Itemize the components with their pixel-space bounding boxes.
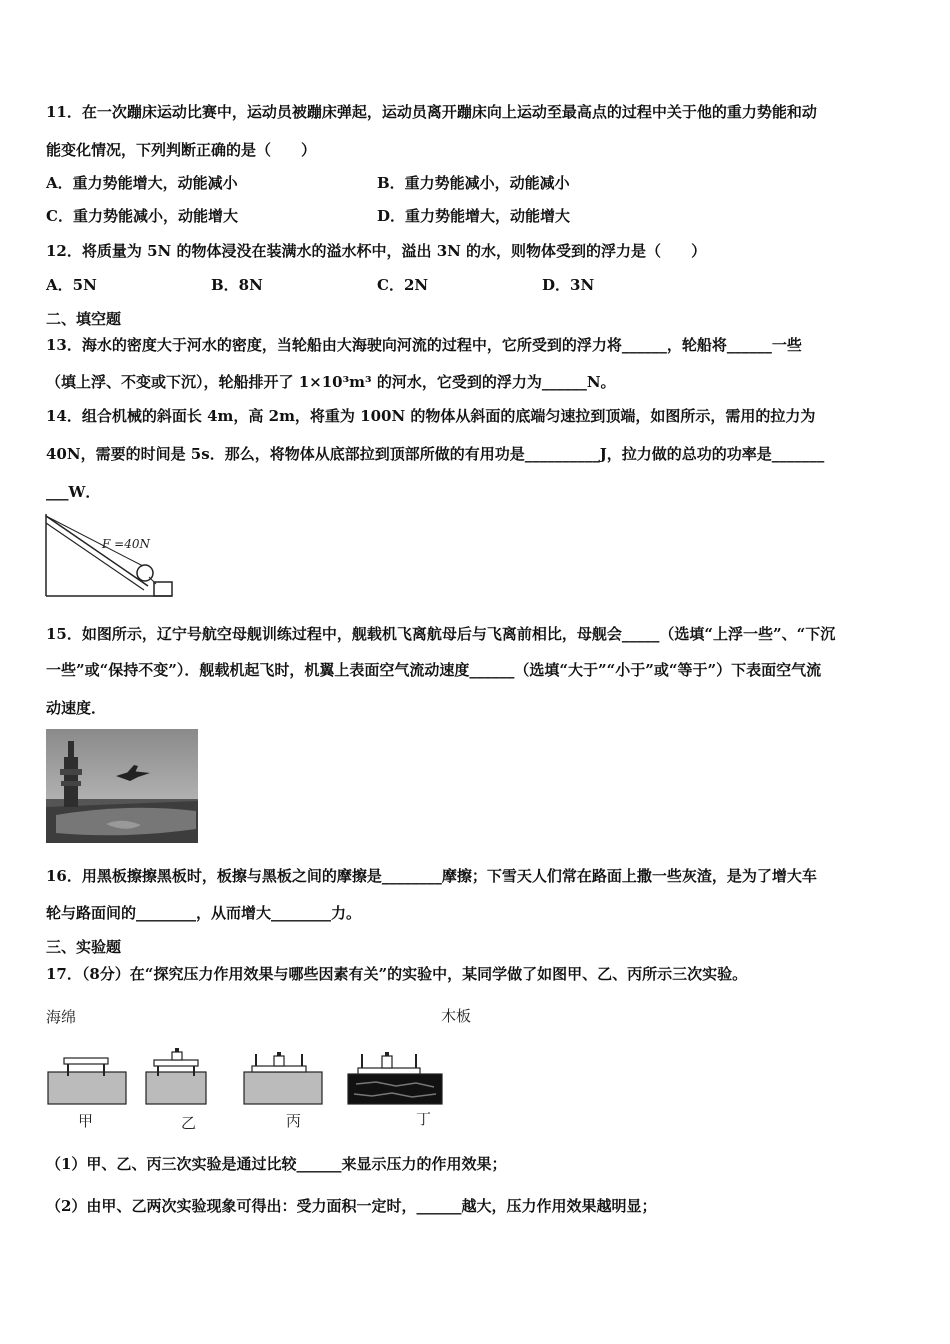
q11-option-d: D．重力势能增大，动能增大: [377, 207, 571, 225]
q15-line1: 15．如图所示，辽宁号航空母舰训练过程中，舰载机飞离航母后与飞离前相比，母舰会_____（选填“上浮一些”、“下沉: [46, 625, 836, 643]
experiment-figure: [46, 1046, 476, 1108]
fig-label-yi: 乙: [181, 1114, 197, 1132]
label-sponge: 海绵: [46, 1008, 77, 1026]
q12-option-b: B．8N: [211, 276, 263, 294]
label-board: 木板: [441, 1007, 472, 1025]
aircraft-carrier-photo: [46, 729, 198, 843]
q16-line2: 轮与路面间的________，从而增大________力。: [46, 904, 362, 922]
q12-option-c: C．2N: [377, 276, 429, 294]
section-experiment: 三、实验题: [46, 938, 122, 956]
fig-label-bing: 丙: [286, 1112, 302, 1130]
q12-option-d: D．3N: [542, 276, 595, 294]
q11-line1: 11．在一次蹦床运动比赛中，运动员被蹦床弹起，运动员离开蹦床向上运动至最高点的过程中关于他的重力势能和动: [46, 103, 817, 121]
q11-line2: 能变化情况，下列判断正确的是（ ）: [46, 141, 317, 159]
fig-label-ding: 丁: [416, 1110, 432, 1128]
incline-figure: [44, 512, 176, 598]
section-fill-in: 二、填空题: [46, 310, 122, 328]
q14-line2: 40N，需要的时间是 5s．那么，将物体从底部拉到顶部所做的有用功是__________J，拉力做的总功的功率是_______: [46, 445, 825, 463]
q17-sub2: （2）由甲、乙两次实验现象可得出：受力面积一定时，______越大，压力作用效果越明显；: [46, 1197, 657, 1215]
q17-line1: 17．（8分）在“探究压力作用效果与哪些因素有关”的实验中，某同学做了如图甲、乙、丙所示三次实验。: [46, 965, 748, 983]
q12-line1: 12．将质量为 5N 的物体浸没在装满水的溢水杯中，溢出 3N 的水，则物体受到的浮力是（ ）: [46, 242, 707, 260]
force-label: F =40N: [102, 537, 150, 551]
q14-line3: ___W．: [46, 483, 101, 501]
q11-option-a: A．重力势能增大，动能减小: [46, 174, 238, 192]
q11-option-c: C．重力势能减小，动能增大: [46, 207, 238, 225]
q13-line2: （填上浮、不变或下沉），轮船排开了 1×10³m³ 的河水，它受到的浮力为______N。: [46, 373, 616, 391]
q15-line3: 动速度．: [46, 699, 107, 717]
fig-label-jia: 甲: [78, 1112, 94, 1130]
q13-line1: 13．海水的密度大于河水的密度，当轮船由大海驶向河流的过程中，它所受到的浮力将______，轮船将______一些: [46, 336, 802, 354]
q16-line1: 16．用黑板擦擦黑板时，板擦与黑板之间的摩擦是________摩擦；下雪天人们常在路面上撒一些灰渣，是为了增大车: [46, 867, 817, 885]
q14-line1: 14．组合机械的斜面长 4m，高 2m，将重为 100N 的物体从斜面的底端匀速拉到顶端，如图所示，需用的拉力为: [46, 407, 816, 425]
q15-line2: 一些”或“保持不变”）．舰载机起飞时，机翼上表面空气流动速度______（选填“大于”“小于”或“等于”）下表面空气流: [46, 661, 822, 679]
q17-sub1: （1）甲、乙、丙三次实验是通过比较______来显示压力的作用效果；: [46, 1155, 507, 1173]
q11-option-b: B．重力势能减小，动能减小: [377, 174, 570, 192]
q12-option-a: A．5N: [46, 276, 97, 294]
